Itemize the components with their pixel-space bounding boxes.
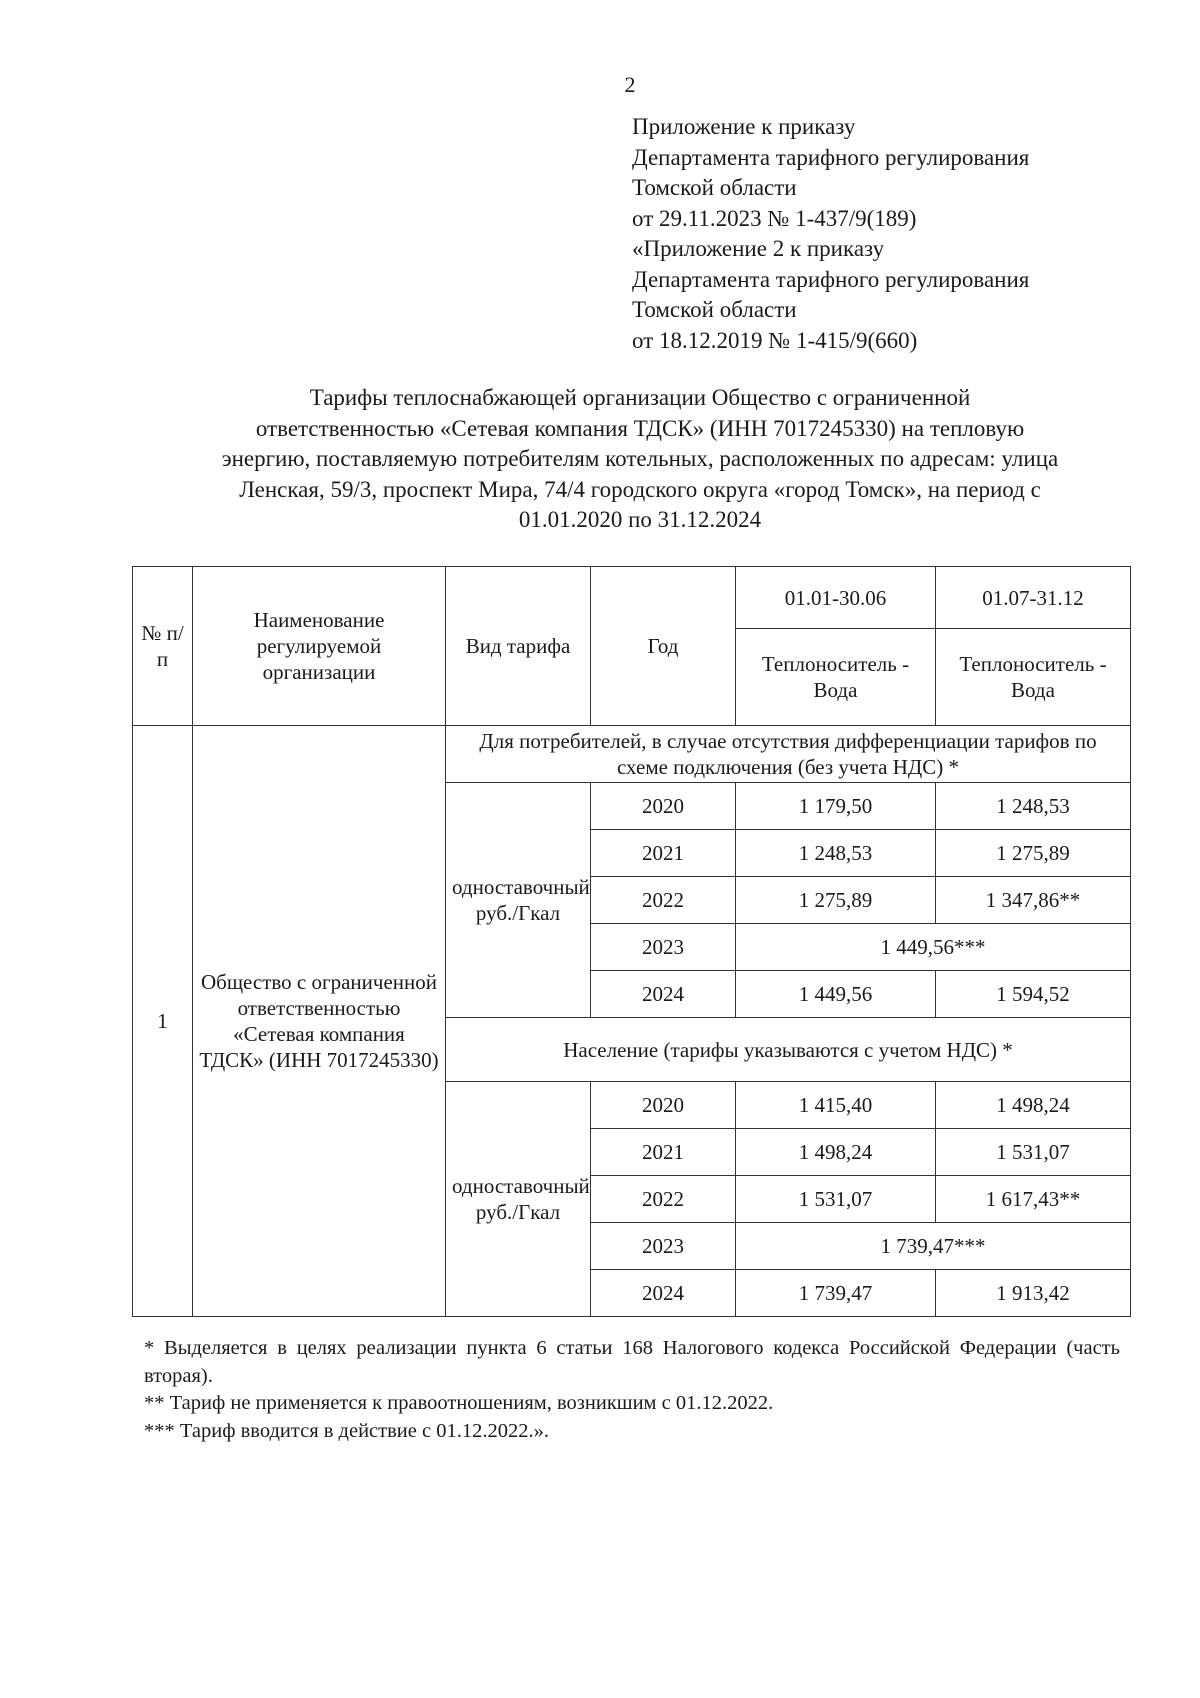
annex-line: Департамента тарифного регулирования [632,266,1030,292]
footnote: * Выделяется в целях реализации пункта 6 статьи 168 Налогового кодекса Российской Федерации (часть вторая). [144,1337,1120,1387]
annex-line: от 18.12.2019 № 1-415/9(660) [632,327,918,353]
page-number: 2 [624,72,636,97]
header-organization: Наименование регулируемой организации [193,567,446,726]
annex-line: Департамента тарифного регулирования [632,144,1030,170]
annex-line: Томской области [632,297,797,322]
header-period-2: 01.07-31.12 [936,567,1131,629]
year-cell: 2021 [591,830,736,877]
annex-line: Томской области [632,175,797,200]
section-heading: Для потребителей, в случае отсутствия дифференциации тарифов по схеме подключения (без учета НДС) * [446,726,1131,783]
footnotes [144,1335,1120,1445]
title-line: ответственностью «Сетевая компания ТДСК» (ИНН 7017245330) на тепловую [255,415,1025,441]
annex-line: от 29.11.2023 № 1-437/9(189) [632,205,917,231]
value-cell: 1 531,07 [736,1176,936,1223]
year-cell: 2021 [591,1129,736,1176]
value-cell: 1 913,42 [936,1270,1131,1317]
tariff-type-cell: одноставочный руб./Гкал [446,1082,591,1317]
footnote: *** Тариф вводится в действие с 01.12.2022.». [144,1419,549,1442]
title-line: энергию, поставляемую потребителям котельных, расположенных по адресам: улица [221,446,1059,471]
title-line: Тарифы теплоснабжающей организации Общество с ограниченной [309,385,971,410]
tariff-table [132,566,1131,1317]
value-cell: 1 275,89 [936,830,1131,877]
document-title [140,383,1140,536]
year-cell: 2023 [591,1223,736,1270]
year-cell: 2024 [591,971,736,1018]
value-cell: 1 617,43** [936,1176,1131,1223]
row-number: 1 [133,726,193,1317]
header-number: № п/п [133,567,193,726]
organization-name: Общество с ограниченной ответственностью «Сетевая компания ТДСК» (ИНН 7017245330) [193,726,446,1317]
value-cell: 1 347,86** [936,877,1131,924]
value-cell: 1 498,24 [736,1129,936,1176]
merged-value-cell: 1 449,56*** [736,924,1131,971]
title-line: Ленская, 59/3, проспект Мира, 74/4 городского округа «город Томск», на период с [239,476,1041,502]
annex-line: Приложение к приказу [632,114,856,139]
value-cell: 1 248,53 [936,783,1131,830]
year-cell: 2022 [591,1176,736,1223]
value-cell: 1 449,56 [736,971,936,1018]
value-cell: 1 415,40 [736,1082,936,1129]
title-line: 01.01.2020 по 31.12.2024 [518,507,762,532]
value-cell: 1 248,53 [736,830,936,877]
header-carrier-2: Теплоноситель - Вода [936,629,1131,726]
year-cell: 2020 [591,1082,736,1129]
year-cell: 2023 [591,924,736,971]
tariff-type-cell: одноставочный руб./Гкал [446,783,591,1018]
footnote: ** Тариф не применяется к правоотношениям, возникшим с 01.12.2022. [144,1392,774,1414]
header-period-1: 01.01-30.06 [736,567,936,629]
merged-value-cell: 1 739,47*** [736,1223,1131,1270]
section-heading: Население (тарифы указываются с учетом НДС) * [446,1018,1131,1082]
header-tariff-type: Вид тарифа [446,567,591,726]
value-cell: 1 179,50 [736,783,936,830]
header-year: Год [591,567,736,726]
header-carrier-1: Теплоноситель - Вода [736,629,936,726]
year-cell: 2024 [591,1270,736,1317]
annex-header [632,112,1029,356]
annex-line: «Приложение 2 к приказу [632,236,885,261]
value-cell: 1 531,07 [936,1129,1131,1176]
value-cell: 1 739,47 [736,1270,936,1317]
value-cell: 1 275,89 [736,877,936,924]
year-cell: 2022 [591,877,736,924]
value-cell: 1 594,52 [936,971,1131,1018]
year-cell: 2020 [591,783,736,830]
value-cell: 1 498,24 [936,1082,1131,1129]
